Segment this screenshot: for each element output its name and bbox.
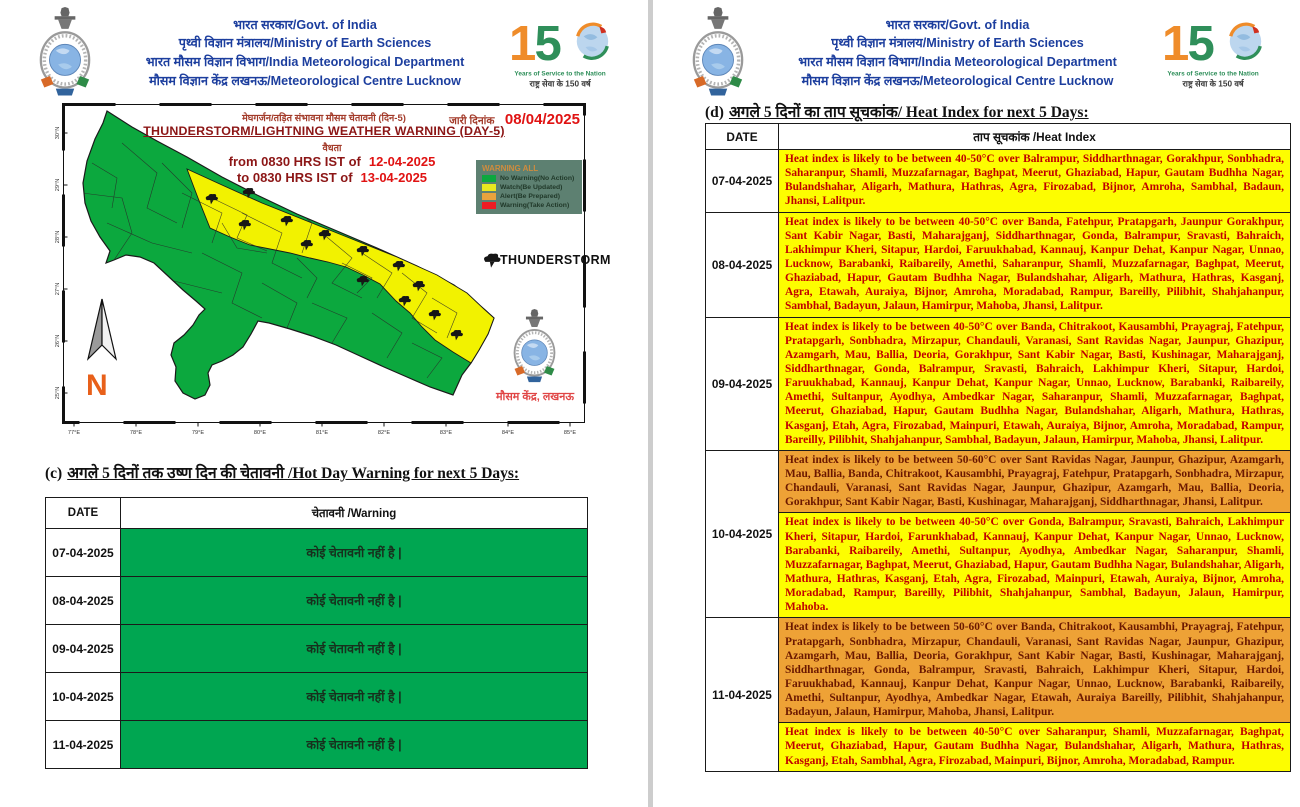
svg-text:29°N: 29°N bbox=[55, 178, 61, 192]
heat-index-col-date: DATE bbox=[706, 124, 779, 150]
hot-day-row bbox=[46, 529, 588, 577]
legend-label: Warning(Take Action) bbox=[500, 202, 570, 209]
hot-day-row bbox=[46, 721, 588, 769]
page-left bbox=[0, 0, 648, 807]
header-line-govt: भारत सरकार/Govt. of India bbox=[233, 17, 377, 32]
svg-text:84°E: 84°E bbox=[501, 430, 515, 436]
svg-text:25°N: 25°N bbox=[55, 386, 61, 400]
hot-day-section-heading bbox=[45, 461, 519, 483]
date-cell: 09-04-2025 bbox=[706, 317, 779, 450]
header-text-block bbox=[119, 16, 491, 91]
heat-index-row bbox=[706, 618, 1291, 723]
validity-label: वैधता bbox=[322, 143, 342, 154]
150-years-logo bbox=[509, 14, 619, 92]
issue-date-value: 08/04/2025 bbox=[504, 111, 580, 128]
heat-index-table bbox=[705, 123, 1291, 772]
header-line-imd: भारत मौसम विज्ञान विभाग/India Meteorological Department bbox=[145, 55, 465, 69]
warning-cell: कोई चेतावनी नहीं है | bbox=[121, 529, 588, 577]
validity-from-line bbox=[182, 154, 482, 170]
legend-swatch bbox=[482, 175, 496, 182]
svg-text:78°E: 78°E bbox=[129, 430, 143, 436]
legend-label: No Warning(No Action) bbox=[500, 175, 575, 182]
heading-prefix-c: (c) bbox=[45, 465, 63, 482]
date-cell: 10-04-2025 bbox=[46, 673, 121, 721]
150-years-logo bbox=[1162, 14, 1272, 92]
legend-items bbox=[482, 175, 576, 209]
svg-text:30°N: 30°N bbox=[55, 126, 61, 140]
hot-day-row bbox=[46, 625, 588, 673]
validity-to-label: to 0830 HRS IST of bbox=[236, 170, 353, 186]
x-axis-ticks bbox=[68, 423, 576, 437]
date-cell: 07-04-2025 bbox=[46, 529, 121, 577]
validity-to-date: 13-04-2025 bbox=[360, 170, 428, 186]
date-cell: 11-04-2025 bbox=[46, 721, 121, 769]
warning-cell: कोई चेतावनी नहीं है | bbox=[121, 673, 588, 721]
hot-day-warning-table bbox=[45, 497, 588, 769]
heat-index-cell: Heat index is likely to be between 50-60°C over Sant Ravidas Nagar, Jaunpur, Ghazipur, Azamgarh, Mau, Ballia, Banda, Chitrakoot, Kausambhi, Prayagraj, Fatehpur, Pratapgarh, Sonbhadra, Mirzapur, Chandauli, Varanasi, Sant Ravidas Nagar, Jaunpur, Ghazipur, Azamgarh, Mau, Ballia, Deoria, Gorakhpur, Sant Kabir Nagar, Basti, Kushinagar, Maharajganj, Siddharthnagar, Jhansi, Lalitpur. bbox=[779, 450, 1291, 513]
document-header bbox=[653, 6, 1300, 100]
svg-text:82°E: 82°E bbox=[377, 430, 391, 436]
legend-swatch bbox=[482, 202, 496, 209]
svg-text:81°E: 81°E bbox=[315, 430, 329, 436]
svg-text:79°E: 79°E bbox=[191, 430, 205, 436]
page-right bbox=[653, 0, 1300, 807]
heat-index-cell: Heat index is likely to be between 40-50°C over Saharanpur, Shamli, Muzzafarnagar, Baghpat, Meerut, Ghaziabad, Hapur, Gautam Budhha Nagar, Bulandshahar, Aligarh, Mathura, Hathras, Kasganj, Etah, Sambhal, Agra, Firozabad, Mainpuri, Bijnor, Amroha, Moradabad, Rampur. bbox=[779, 723, 1291, 771]
heat-index-row bbox=[706, 513, 1291, 618]
legend-title: WARNING ALL bbox=[482, 164, 539, 173]
header-line-centre: मौसम विज्ञान केंद्र लखनऊ/Meteorological Centre Lucknow bbox=[149, 73, 461, 88]
date-cell: 07-04-2025 bbox=[706, 150, 779, 213]
hot-day-row bbox=[46, 577, 588, 625]
warning-cell: कोई चेतावनी नहीं है | bbox=[121, 721, 588, 769]
svg-text:83°E: 83°E bbox=[439, 430, 453, 436]
legend-swatch bbox=[482, 193, 496, 200]
heat-index-cell: Heat index is likely to be between 40-50°C over Gonda, Balrampur, Sravasti, Bahraich, Lakhimpur Kheri, Sitapur, Hardoi, Farunkhabad, Kannauj, Kanpur Dehat, Kanpur Nagar, Unnao, Lucknow, Barabanki, Raibareily, Amethi, Sultanpur, Ayodhya, Ambedkar Nagar, Saharanpur, Shamli, Muzzafarnagar, Baghpat, Meerut, Ghaziabad, Hapur, Gautam Budhha Nagar, Bulandshahar, Aligarh, Mathura, Hathras, Kasganj, Etah, Agra, Firozabad, Mainpuri, Etawah, Auraiya, Bijnor, Amroha, Moradabad, Rampur, Bareilly, Pilibhit, Shahjahanpur, Sambhal, Badayun, Jalaun, Hamirpur, Mahoba. bbox=[779, 513, 1291, 618]
heat-index-row bbox=[706, 723, 1291, 771]
thunderstorm-label bbox=[482, 253, 611, 267]
svg-text:80°E: 80°E bbox=[253, 430, 267, 436]
legend-item bbox=[482, 193, 576, 200]
hot-day-header-row bbox=[46, 498, 588, 529]
hot-day-heading-text: अगले 5 दिनों तक उष्ण दिन की चेतावनी /Hot Day Warning for next 5 Days: bbox=[67, 465, 520, 482]
svg-text:77°E: 77°E bbox=[67, 430, 81, 436]
warning-map bbox=[55, 103, 611, 443]
imd-emblem-logo bbox=[29, 7, 101, 99]
validity-from-label: from 0830 HRS IST of bbox=[228, 154, 361, 169]
legend-item bbox=[482, 184, 576, 191]
warning-cell: कोई चेतावनी नहीं है | bbox=[121, 577, 588, 625]
heading-prefix-d: (d) bbox=[705, 104, 724, 121]
heat-index-heading-text: अगले 5 दिनों का ताप सूचकांक/ Heat Index for next 5 Days: bbox=[728, 104, 1089, 121]
svg-text:26°N: 26°N bbox=[55, 334, 61, 348]
legend-swatch bbox=[482, 184, 496, 191]
svg-text:27°N: 27°N bbox=[55, 282, 61, 296]
heat-index-row bbox=[706, 450, 1291, 513]
warning-cell: कोई चेतावनी नहीं है | bbox=[121, 625, 588, 673]
legend-label: Alert(Be Prepared) bbox=[500, 193, 561, 200]
document-header bbox=[0, 6, 648, 100]
legend-item bbox=[482, 202, 576, 209]
legend-item bbox=[482, 175, 576, 182]
hot-day-col-warning: चेतावनी /Warning bbox=[121, 498, 588, 529]
thunderstorm-label-text: THUNDERSTORM bbox=[500, 253, 611, 267]
svg-text:85°E: 85°E bbox=[563, 430, 577, 436]
header-line-imd: भारत मौसम विज्ञान विभाग/India Meteorological Department bbox=[798, 55, 1117, 69]
map-title-hindi: मेघगर्जन/तड़ित संभावना मौसम चेतावनी (दिन-5) bbox=[242, 113, 406, 124]
heat-index-cell: Heat index is likely to be between 40-50°C over Banda, Chitrakoot, Kausambhi, Prayagraj, Fatehpur, Pratapgarh, Sonbhadra, Mirzapur, Chandauli, Varanasi, Sant Ravidas Nagar, Jaunpur, Ghazipur, Azamgarh, Mau, Ballia, Deoria, Gorakhpur, Sant Kabir Nagar, Basti, Kushinagar, Maharajganj, Siddharthnagar, Gonda, Balrampur, Sravasti, Bahraich, Lakhimpur Kheri, Sitapur, Hardoi, Faruukhabad, Kannauj, Kanpur Dehat, Kanpur Nagar, Unnao, Lucknow, Barabanki, Raibareily, Amethi, Sultanpur, Ayodhya, Ambedkar Nagar, Saharanpur, Shamli, Muzzafarnagar, Baghpat, Meerut, Ghaziabad, Hapur, Gautam Budhha Nagar, Bulandshahar, Aligarh, Mathura, Hathras, Kasganj, Etah, Agra, Firozabad, Mainpuri, Etawah, Auraiya, Bijnor, Amroha, Moradabad, Rampur, Bareilly, Pilibhit, Shahjahanpur, Sambhal, Badayun, Jalaun, Hamirpur, Mahoba, Jhansi, Lalitpur. bbox=[779, 317, 1291, 450]
heat-index-row bbox=[706, 150, 1291, 213]
heat-index-cell: Heat index is likely to be between 40-50°C over Balrampur, Siddharthnagar, Gorakhpur, Sonbhadra, Saharanpur, Shamli, Muzzafarnagar, Baghpat, Meerut, Ghaziabad, Hapur, Gautam Budhha Nagar, Bulandshahar, Aligarh, Mathura, Hathras, Agra, Firozabad, Bijnor, Amroha, Sambhal, Badaun, Jhansi, Lalitpur. bbox=[779, 150, 1291, 213]
date-cell: 08-04-2025 bbox=[706, 212, 779, 317]
heat-index-header-row bbox=[706, 124, 1291, 150]
map-validity-block bbox=[182, 141, 482, 187]
map-issue-date bbox=[449, 111, 580, 129]
compass-n-label: N bbox=[86, 369, 108, 402]
legend-label: Watch(Be Updated) bbox=[500, 184, 563, 191]
heat-index-row bbox=[706, 317, 1291, 450]
heat-index-cell: Heat index is likely to be between 50-60°C over Banda, Chitrakoot, Kausambhi, Prayagraj, Fatehpur, Pratapgarh, Sonbhadra, Mirzapur, Chandauli, Varanasi, Sant Ravidas Nagar, Jaunpur, Ghazipur, Azamgarh, Mau, Ballia, Deoria, Gorakhpur, Sant Kabir Nagar, Basti, Kushinagar, Maharajganj, Siddharthnagar, Gonda, Balrampur, Sravasti, Bahraich, Lakhimpur Kheri, Sitapur, Hardoi, Faruukhabad, Kannauj, Kanpur Dehat, Kanpur Nagar, Unnao, Lucknow, Barabanki, Raibareily, Amethi, Sultanpur, Ayodhya, Ambedkar Nagar, Etawah, Auraiya Bareilly, Pilibhit, Shahjahanpur, Badayun, Jalaun, Hamirpur, Mahoba, Jhansi, Lalitpur. bbox=[779, 618, 1291, 723]
header-line-centre: मौसम विज्ञान केंद्र लखनऊ/Meteorological Centre Lucknow bbox=[801, 73, 1114, 88]
date-cell: 08-04-2025 bbox=[46, 577, 121, 625]
date-cell: 10-04-2025 bbox=[706, 450, 779, 618]
header-text-block bbox=[772, 16, 1144, 91]
svg-text:28°N: 28°N bbox=[55, 230, 61, 244]
date-cell: 11-04-2025 bbox=[706, 618, 779, 771]
issue-date-label: जारी दिनांक bbox=[449, 115, 495, 127]
hot-day-col-date: DATE bbox=[46, 498, 121, 529]
validity-to-line bbox=[182, 170, 482, 186]
header-line-ministry: पृथ्वी विज्ञान मंत्रालय/Ministry of Earth Sciences bbox=[178, 36, 432, 51]
heat-index-cell: Heat index is likely to be between 40-50°C over Banda, Fatehpur, Pratapgarh, Jaunpur Gorakhpur, Sant Kabir Nagar, Basti, Maharajganj, Siddharthnagar, Gonda, Balrampur, Sravasti, Bahraich, Lakhimpur Kheri, Sitapur, Hardoi, Faruukhabad, Kannauj, Kanpur Dehat, Kanpur Nagar, Unnao, Lucknow, Barabanki, Raibareily, Amethi, Saharanpur, Shamli, Muzzafarnagar, Baghpat, Meerut, Ghaziabad, Hapur, Gautam Budhha Nagar, Bulandshahar, Aligarh, Mathura, Hathras, Kasganj, Agra, Etawah, Auraiya, Bijnor, Amroha, Moradabad, Rampur, Bareilly, Pilibhit, Shahjahanpur, Sambhal, Badayun, Jalaun, Hamirpur, Mahoba, Jhansi, Lalitpur. bbox=[779, 212, 1291, 317]
validity-from-date: 12-04-2025 bbox=[368, 154, 436, 169]
map-title-english: THUNDERSTORM/LIGHTNING WEATHER WARNING (DAY-5) bbox=[143, 124, 505, 138]
heat-index-col-text: ताप सूचकांक /Heat Index bbox=[779, 124, 1291, 150]
heat-index-section-heading bbox=[705, 100, 1089, 122]
hot-day-row bbox=[46, 673, 588, 721]
header-line-ministry: पृथ्वी विज्ञान मंत्रालय/Ministry of Earth Sciences bbox=[831, 36, 1084, 51]
map-legend bbox=[476, 160, 582, 214]
map-watermark-text: मौसम केंद्र, लखनऊ bbox=[495, 391, 575, 403]
imd-emblem-logo bbox=[682, 7, 754, 99]
heat-index-row bbox=[706, 212, 1291, 317]
date-cell: 09-04-2025 bbox=[46, 625, 121, 673]
header-line-govt: भारत सरकार/Govt. of India bbox=[885, 17, 1030, 32]
